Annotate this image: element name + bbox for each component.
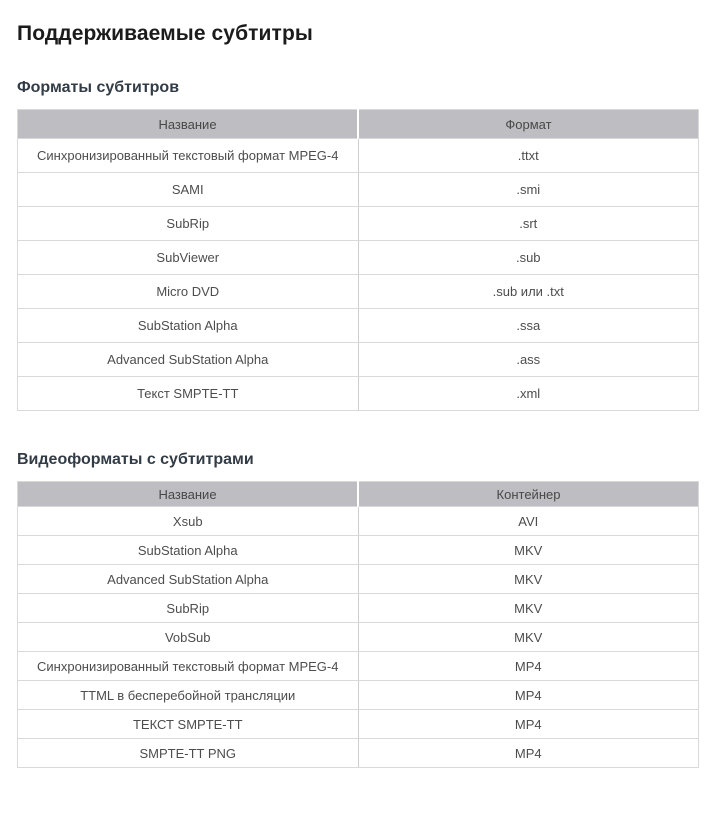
cell-format-value: AVI xyxy=(358,507,699,536)
data-table xyxy=(17,109,699,411)
content xyxy=(17,79,699,768)
table-row xyxy=(18,652,699,681)
cell-format-name: SubStation Alpha xyxy=(18,536,359,565)
table-header xyxy=(18,482,699,507)
cell-format-name: VobSub xyxy=(18,623,359,652)
column-header-name: Название xyxy=(18,482,359,507)
cell-format-value: .sub или .txt xyxy=(358,275,699,309)
table-row xyxy=(18,343,699,377)
table-row xyxy=(18,536,699,565)
table-row xyxy=(18,507,699,536)
cell-format-value: MKV xyxy=(358,565,699,594)
table-header-row xyxy=(18,110,699,139)
cell-format-name: Micro DVD xyxy=(18,275,359,309)
cell-format-name: SMPTE-TT PNG xyxy=(18,739,359,768)
cell-format-name: Xsub xyxy=(18,507,359,536)
column-header-name: Название xyxy=(18,110,359,139)
cell-format-value: .ttxt xyxy=(358,139,699,173)
cell-format-name: SubStation Alpha xyxy=(18,309,359,343)
cell-format-value: .xml xyxy=(358,377,699,411)
table-row xyxy=(18,623,699,652)
table-row xyxy=(18,377,699,411)
table-body xyxy=(18,139,699,411)
table-row xyxy=(18,309,699,343)
cell-format-name: SubRip xyxy=(18,207,359,241)
table-row xyxy=(18,681,699,710)
data-table xyxy=(17,481,699,768)
table-header-row xyxy=(18,482,699,507)
cell-format-name: Текст SMPTE-TT xyxy=(18,377,359,411)
cell-format-value: .ssa xyxy=(358,309,699,343)
cell-format-name: Синхронизированный текстовый формат MPEG-4 xyxy=(18,652,359,681)
cell-format-value: MP4 xyxy=(358,652,699,681)
cell-format-value: MP4 xyxy=(358,739,699,768)
table-body xyxy=(18,507,699,768)
cell-format-value: .ass xyxy=(358,343,699,377)
cell-format-name: Advanced SubStation Alpha xyxy=(18,343,359,377)
table-row xyxy=(18,241,699,275)
table-row xyxy=(18,594,699,623)
section-heading: Форматы субтитров xyxy=(17,79,180,96)
section-heading: Видеоформаты с субтитрами xyxy=(17,451,254,468)
cell-format-value: .srt xyxy=(358,207,699,241)
cell-format-value: MKV xyxy=(358,536,699,565)
cell-format-name: Advanced SubStation Alpha xyxy=(18,565,359,594)
table-section xyxy=(17,79,699,411)
cell-format-name: SubRip xyxy=(18,594,359,623)
column-header-value: Контейнер xyxy=(358,482,699,507)
cell-format-value: MP4 xyxy=(358,710,699,739)
table-row xyxy=(18,565,699,594)
table-row xyxy=(18,275,699,309)
table-row xyxy=(18,207,699,241)
column-header-value: Формат xyxy=(358,110,699,139)
cell-format-value: MKV xyxy=(358,594,699,623)
table-header xyxy=(18,110,699,139)
cell-format-value: .sub xyxy=(358,241,699,275)
cell-format-name: SAMI xyxy=(18,173,359,207)
table-section xyxy=(17,451,699,768)
table-row xyxy=(18,710,699,739)
table-row xyxy=(18,173,699,207)
table-row xyxy=(18,139,699,173)
cell-format-name: ТЕКСТ SMPTE-TT xyxy=(18,710,359,739)
cell-format-name: SubViewer xyxy=(18,241,359,275)
cell-format-value: MP4 xyxy=(358,681,699,710)
cell-format-value: .smi xyxy=(358,173,699,207)
cell-format-value: MKV xyxy=(358,623,699,652)
cell-format-name: Синхронизированный текстовый формат MPEG-4 xyxy=(18,139,359,173)
page-title: Поддерживаемые субтитры xyxy=(17,22,313,45)
table-row xyxy=(18,739,699,768)
cell-format-name: TTML в бесперебойной трансляции xyxy=(18,681,359,710)
